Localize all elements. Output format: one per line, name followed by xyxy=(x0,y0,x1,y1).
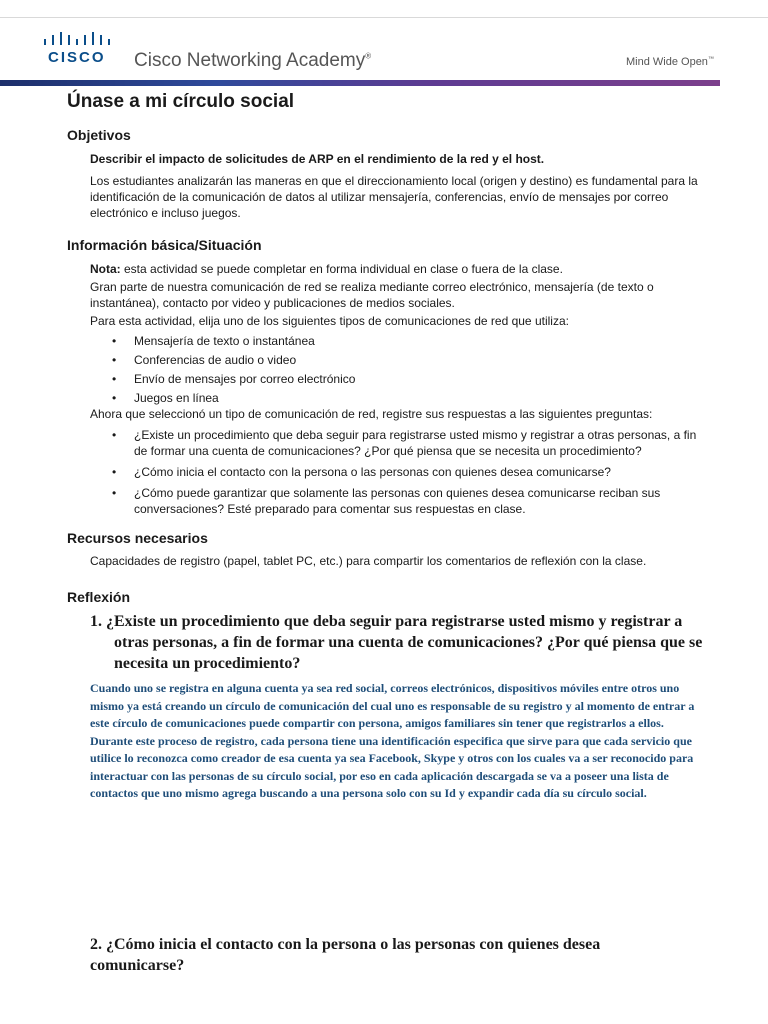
list-item: • Juegos en línea xyxy=(90,390,710,406)
objetivo-bold: Describir el impacto de solicitudes de ARP en el rendimiento de la red y el host. xyxy=(90,152,545,166)
list-item: • ¿Cómo inicia el contacto con la persona o las personas con quienes desea comunicarse? xyxy=(90,464,700,480)
cisco-logo-text: CISCO xyxy=(48,49,106,66)
answer-1: Cuando uno se registra en alguna cuenta ya sea red social, correos electrónicos, dispositivos móviles entre otros uno mismo ya está creando un círculo de comunicación del cual uno es responsable de su registro y al momento de entrar a este círculo de comunicaciones puede compartir con persona, amigos familiares sin tener que registrarlos a ellos. Durante este proceso de registro, cada persona tiene una identificación especifica que sirve para que cada servicio que utilice lo reconozca como creador de esa cuenta ya sea Facebook, Skype y otros con los cuales va a ser reconocido para interactuar con las personas de su círculo social, por eso en cada aplicación descargada se va a poseer una lista de contactos que uno mismo agrega buscando a una persona solo con su Id y expandir cada día su círculo social. xyxy=(90,681,695,800)
nota-label: Nota: xyxy=(90,262,121,276)
cisco-bars-icon xyxy=(44,32,114,48)
tagline-text: Mind Wide Open xyxy=(626,56,708,68)
recursos-heading: Recursos necesarios xyxy=(67,530,208,546)
trademark-mark: ™ xyxy=(707,56,714,63)
list-item: • Envío de mensajes por correo electrónico xyxy=(90,371,710,387)
nota-paragraph xyxy=(90,261,710,277)
tagline xyxy=(626,56,714,68)
list-item: • ¿Cómo puede garantizar que solamente las personas con quienes desea comunicarse reciban sus conversaciones? Esté preparado para comentar sus respuestas en clase. xyxy=(90,485,700,517)
preguntas-list xyxy=(90,427,700,522)
nota-text: esta actividad se puede completar en forma individual en clase o fuera de la clase. xyxy=(120,262,563,276)
question-1: 1. ¿Existe un procedimiento que deba seguir para registrarse usted mismo y registrar a otras personas, a fin de formar una cuenta de comunicaciones? ¿Por qué piensa que se necesita un procedimiento? xyxy=(90,613,703,672)
list-item: • Mensajería de texto o instantánea xyxy=(90,333,710,349)
list-item: • ¿Existe un procedimiento que deba seguir para registrarse usted mismo y registrar a otras personas, a fin de formar una cuenta de comunicaciones? ¿Por qué piensa que se necesita un procedimiento? xyxy=(90,427,700,459)
objetivo-text: Los estudiantes analizarán las maneras en que el direccionamiento local (origen y destino) es fundamental para la identificación de la comunicación de datos al utilizar mensajería, conferencias, envío de mensajes por correo electrónico e incluso juegos. xyxy=(90,174,698,220)
academy-name: Cisco Networking Academy xyxy=(134,50,366,71)
ahora-text: Ahora que seleccionó un tipo de comunicación de red, registre sus respuestas a las siguientes preguntas: xyxy=(90,407,653,421)
info-heading: Información básica/Situación xyxy=(67,237,262,253)
top-divider xyxy=(0,17,768,18)
question-2: 2. ¿Cómo inicia el contacto con la persona o las personas con quienes desea comunicarse? xyxy=(90,936,601,974)
gran-parte-text: Gran parte de nuestra comunicación de red se realiza mediante correo electrónico, mensajería (de texto o instantánea), contacto por video y publicaciones de medios sociales. xyxy=(90,280,654,310)
tipos-list xyxy=(90,333,710,409)
header-gradient-bar xyxy=(0,80,720,86)
academy-title xyxy=(134,50,371,72)
reflexion-heading: Reflexión xyxy=(67,589,131,605)
list-item: • Conferencias de audio o video xyxy=(90,352,710,368)
registered-mark: ® xyxy=(365,51,372,61)
recursos-text: Capacidades de registro (papel, tablet PC, etc.) para compartir los comentarios de reflexión con la clase. xyxy=(90,554,647,568)
objetivos-heading: Objetivos xyxy=(67,127,131,143)
para-esta-text: Para esta actividad, elija uno de los siguientes tipos de comunicaciones de red que utiliza: xyxy=(90,314,569,328)
page-title: Únase a mi círculo social xyxy=(67,91,295,112)
